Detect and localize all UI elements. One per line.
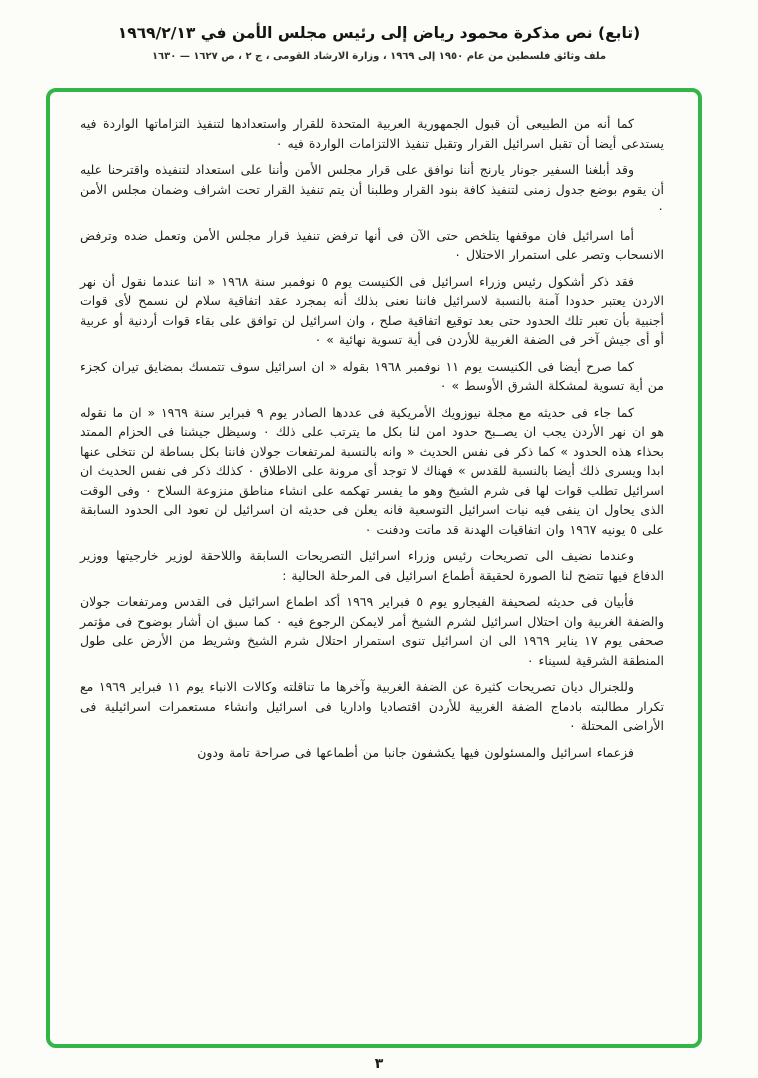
paragraph: فقد ذكر أشكول رئيس وزراء اسرائيل فى الكنيست يوم ٥ نوفمبر سنة ١٩٦٨ « اننا عندما نقول أن نهر الاردن يعتبر حدودا آمنة بالنسبة لاسرائيل فاننا نعنى بذلك أنه بمجرد عقد اتفاقية سلام لن نسمح لأى قوات أجنبية بأن تعبر تلك الحدود حتى بعد توقيع اتفاقية صلح ، وان اسرائيل لن توافق على بقاء قوات أردنية أو عربية أو أى جيش آخر فى الضفة الغربية للأردن فى أية تسوية نهائية » ٠	[80, 273, 664, 347]
paragraph: فأبيان فى حديثه لصحيفة الفيجارو يوم ٥ فبراير ١٩٦٩ أكد اطماع اسرائيل فى القدس ومرتفعات جولان والضفة الغربية وان احتلال اسرائيل لشرم الشيخ أمر لايمكن الرجوع فيه ٠ كما سبق ان أشار بوضوح فى مؤتمر صحفى يوم ١٧ يناير ١٩٦٩ الى ان اسرائيل تنوى استمرار احتلال شرم الشيخ وشريط من الأرض على طول المنطقة الشرقية لسيناء ٠	[80, 594, 664, 668]
paragraph: كما جاء فى حديثه مع مجلة نيوزويك الأمريكية فى عددها الصادر يوم ٩ فبراير سنة ١٩٦٩ « ان ما نقوله هو ان نهر الأردن يجب ان يصــبح حدود امن لنا بكل ما يترتب على ذلك ٠ وسيظل جيشنا فى الحزام الممتد بحذاء هذه الحدود » كما ذكر فى نفس الحديث « وانه بالنسبة لمرتفعات جولان فاننا بكل بساطة لن نتخلى عنها ابدا ويسرى ذلك أيضا بالنسبة للقدس » فهناك لا توجد أى مرونة على الاطلاق ٠ كذلك ذكر فى نفس الحديث ان اسرائيل تطلب قوات لها فى شرم الشيخ وهو ما يفسر تهكمه على انشاء مناطق منزوعة السلاح ٠ وفى الوقت الذى يحاول ان ينفى فيه نيات اسرائيل التوسعية فانه يعلن فى حديثه ان اسرائيل لن تعود الى الحدود السابقة على ٥ يونيه ١٩٦٧ وان اتفاقيات الهدنة قد ماتت ودفنت ٠	[80, 404, 664, 537]
paragraph: وقد أبلغنا السفير جونار يارنج أننا نوافق على قرار مجلس الأمن وأننا على استعداد لتنفيذه واقترحنا عليه أن يقوم بوضع جدول زمنى لتنفيذ كافة بنود القرار وطلبنا أن يتم تنفيذ القرار تحت اشراف وضمان مجلس الأمن ٠	[80, 162, 664, 216]
paragraph: وللجنرال ديان تصريحات كثيرة عن الضفة الغربية وآخرها ما تناقلته وكالات الانباء يوم ١١ فبراير ١٩٦٩ مع تكرار مطالبته بادماج الضفة الغربية للأردن اقتصاديا واداريا فى اسرائيل وانشاء مستعمرات اسرائيلية فى الأراضى المحتلة ٠	[80, 679, 664, 733]
paragraph: فزعماء اسرائيل والمسئولون فيها يكشفون جانبا من أطماعها فى صراحة تامة ودون	[197, 744, 634, 760]
paragraphs-container	[80, 114, 664, 762]
document-header	[0, 0, 758, 62]
paragraph: أما اسرائيل فان موقفها يتلخص حتى الآن فى أنها ترفض تنفيذ قرار مجلس الأمن وتعمل ضده وترفض الانسحاب وتصر على استمرار الاحتلال ٠	[80, 227, 664, 262]
paragraph: كما أنه من الطبيعى أن قبول الجمهورية العربية المتحدة للقرار واستعدادها لتنفيذ التزاماتها الواردة فيه يستدعى أيضا أن تقبل اسرائيل القرار وتقبل تنفيذ الالتزامات الواردة فيه ٠	[80, 116, 664, 151]
green-border-content-box	[46, 88, 702, 1048]
paragraph: كما صرح أيضا فى الكنيست يوم ١١ نوفمبر ١٩٦٨ بقوله « ان اسرائيل سوف تتمسك بمضايق تيران كجزء من أية تسوية لمشكلة الشرق الأوسط » ٠	[80, 358, 664, 393]
source-citation: ملف وثائق فلسطين من عام ١٩٥٠ إلى ١٩٦٩ ، وزارة الارشاد القومى ، ج ٢ ، ص ١٦٢٧ — ١٦٣٠	[151, 51, 607, 62]
page-title: (تابع) نص مذكرة محمود رياض إلى رئيس مجلس الأمن في ١٩٦٩/٢/١٣	[117, 24, 641, 42]
page-number: ٣	[374, 1056, 384, 1072]
paragraph: وعندما نضيف الى تصريحات رئيس وزراء اسرائيل التصريحات السابقة واللاحقة لوزير خارجيتها ووزير الدفاع فيها تتضح لنا الصورة لحقيقة أطماع اسرائيل فى المرحلة الحالية :	[80, 548, 664, 583]
